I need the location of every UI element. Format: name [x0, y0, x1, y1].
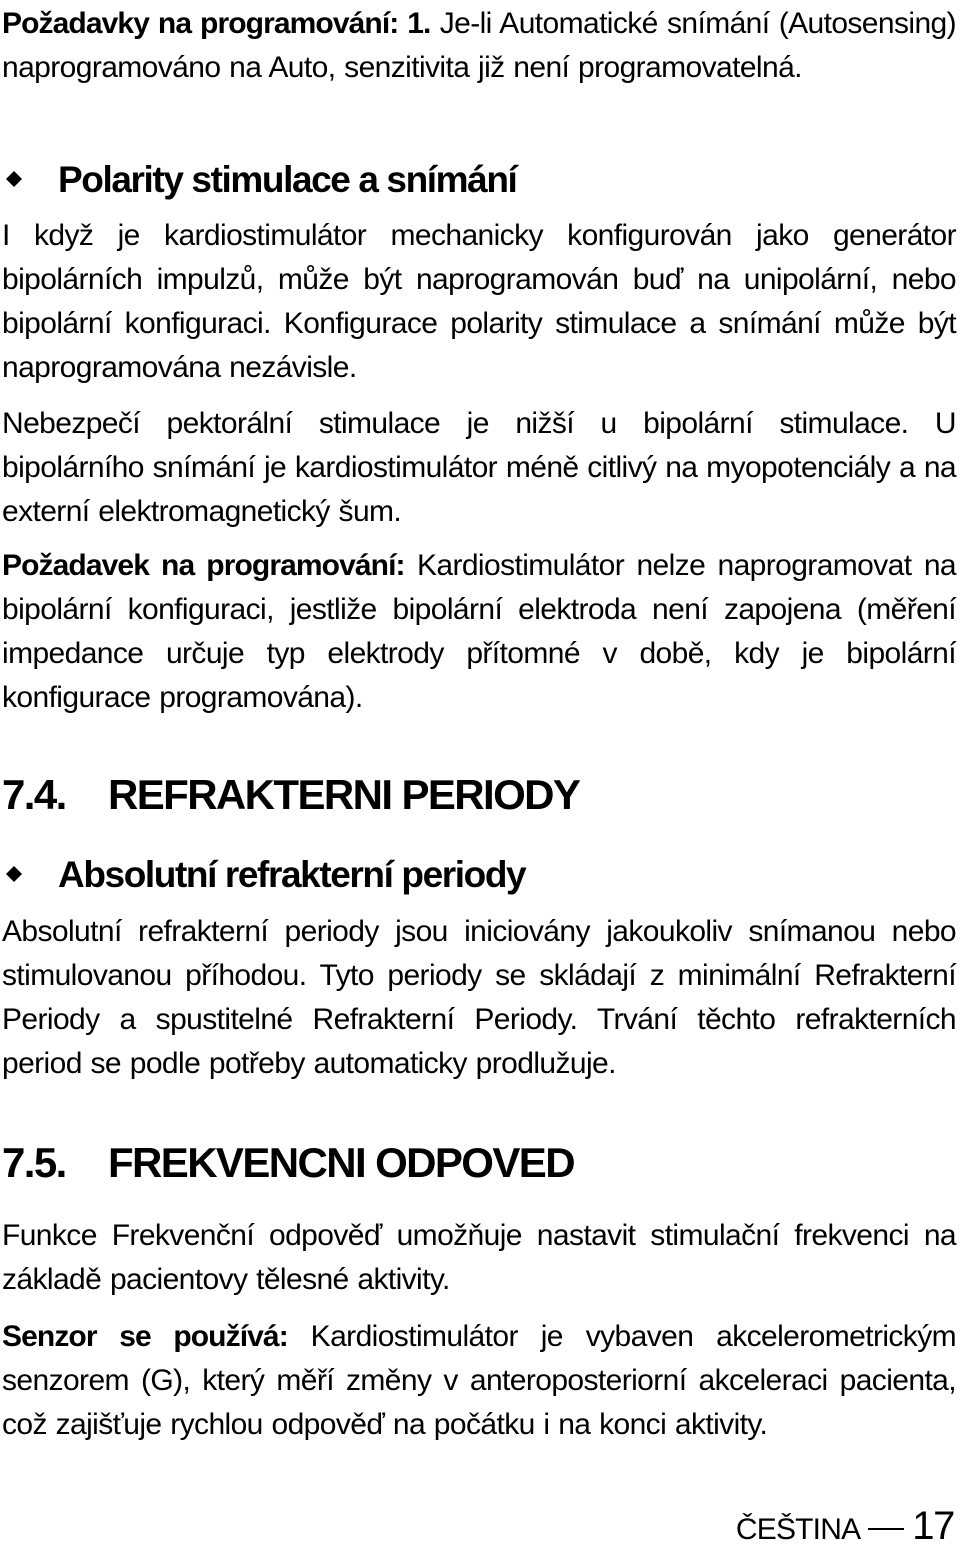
- polarity-paragraph-1: I když je kardiostimulátor mechanicky konfigurován jako generátor bipolárních impulzů, může být naprogramován buď na unipolární, nebo bipolární konfiguraci. Konfigurace polarity stimulace a snímání může být naprogramována nezávisle.: [2, 219, 956, 384]
- footer-dash: [868, 1528, 904, 1530]
- sensor-text: Kardiostimulátor je vybaven akcelerometrickým senzorem (G), který měří změny v anteroposteriorní akceleraci pacienta, což zajišťuje rychlou odpověď na počátku i na konci aktivity.: [2, 1320, 956, 1441]
- page-footer: [736, 1506, 954, 1550]
- polarity-heading: [2, 157, 956, 203]
- programming-requirement-label: Požadavek na programování:: [2, 549, 405, 582]
- section-7-4-number: 7.4.: [2, 771, 66, 818]
- absolute-refractory-heading-text: Absolutní refrakterní periody: [58, 854, 526, 895]
- footer-language: ČEŠTINA: [735, 1513, 861, 1546]
- intro-paragraph: [2, 2, 956, 90]
- diamond-bullet-icon: [6, 171, 22, 187]
- intro-label: Požadavky na programování: 1.: [2, 7, 431, 40]
- absolute-refractory-heading: [2, 852, 956, 898]
- section-7-4-heading: [2, 770, 956, 820]
- section-7-5-number: 7.5.: [2, 1139, 66, 1186]
- diamond-bullet-icon: [6, 866, 22, 882]
- section-7-5-heading: [2, 1138, 956, 1188]
- section-7-5-title: FREKVENCNI ODPOVED: [108, 1139, 574, 1186]
- programming-requirement-text: Kardiostimulátor nelze naprogramovat na bipolární konfiguraci, jestliže bipolární elektroda není zapojena (měření impedance určuje typ elektrody přítomné v době, kdy je bipolární konfigurace programována).: [2, 549, 956, 714]
- refractory-paragraph: Absolutní refrakterní periody jsou iniciovány jakoukoliv snímanou nebo stimulovanou příhodou. Tyto periody se skládají z minimální Refrakterní Periody a spustitelné Refrakterní Periody. Trvání těchto refrakterních period se podle potřeby automaticky prodlužuje.: [2, 915, 956, 1080]
- rate-response-paragraph: Funkce Frekvenční odpověď umožňuje nastavit stimulační frekvenci na základě pacientovy tělesné aktivity.: [2, 1219, 956, 1296]
- sensor-label: Senzor se používá:: [2, 1320, 288, 1353]
- polarity-paragraph-2: Nebezpečí pektorální stimulace je nižší u bipolární stimulace. U bipolárního snímání je kardiostimulátor méně citlivý na myopotenciály a na externí elektromagnetický šum.: [2, 407, 956, 528]
- intro-text: Je-li Automatické snímání (Autosensing) naprogramováno na Auto, senzitivita již není programovatelná.: [2, 7, 957, 84]
- sensor-paragraph: [2, 1315, 956, 1447]
- page-number: 17: [912, 1504, 954, 1548]
- polarity-heading-text: Polarity stimulace a snímání: [58, 159, 517, 200]
- programming-requirement-paragraph: [2, 544, 956, 720]
- section-7-4-title: REFRAKTERNI PERIODY: [108, 771, 580, 818]
